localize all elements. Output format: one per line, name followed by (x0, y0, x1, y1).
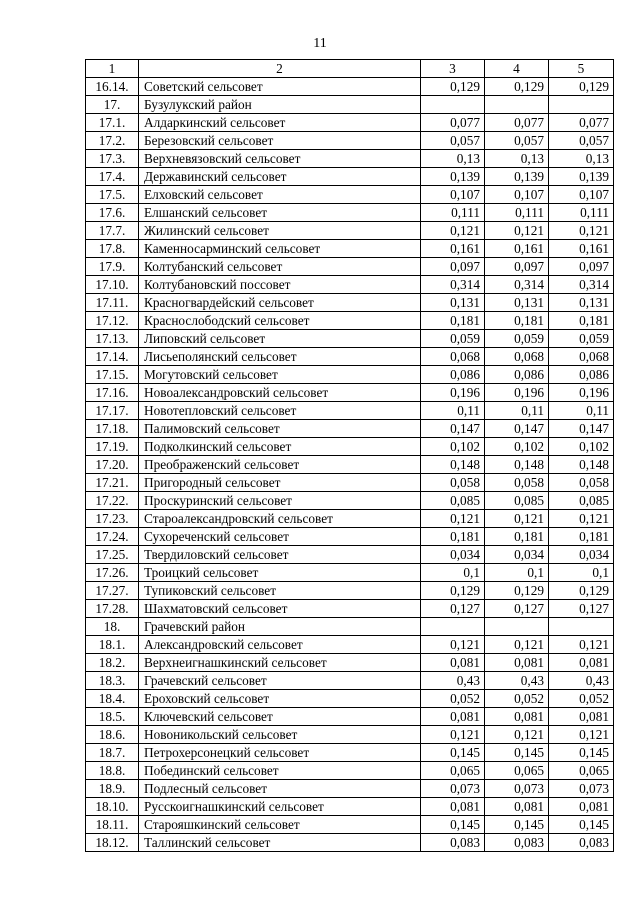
row-name: Побединский сельсовет (139, 762, 421, 780)
value-col-5 (549, 618, 614, 636)
row-name: Грачевский район (139, 618, 421, 636)
value-col-4: 0,13 (485, 150, 549, 168)
value-col-3: 0,181 (421, 312, 485, 330)
value-col-4: 0,161 (485, 240, 549, 258)
value-col-3: 0,11 (421, 402, 485, 420)
value-col-5: 0,034 (549, 546, 614, 564)
value-col-3: 0,097 (421, 258, 485, 276)
table-row (86, 654, 614, 672)
value-col-4: 0,086 (485, 366, 549, 384)
value-col-5: 0,11 (549, 402, 614, 420)
value-col-4: 0,145 (485, 816, 549, 834)
data-table (85, 59, 614, 852)
row-name: Русскоигнашкинский сельсовет (139, 798, 421, 816)
value-col-3: 0,081 (421, 654, 485, 672)
row-number: 17.21. (86, 474, 139, 492)
row-number: 18.7. (86, 744, 139, 762)
value-col-5: 0,068 (549, 348, 614, 366)
row-number: 18.2. (86, 654, 139, 672)
value-col-5: 0,181 (549, 312, 614, 330)
value-col-3: 0,083 (421, 834, 485, 852)
table-row (86, 708, 614, 726)
value-col-4: 0,147 (485, 420, 549, 438)
row-number: 17.16. (86, 384, 139, 402)
table-row (86, 348, 614, 366)
header-cell-4: 4 (485, 60, 549, 78)
value-col-4: 0,034 (485, 546, 549, 564)
value-col-3: 0,161 (421, 240, 485, 258)
row-number: 18.4. (86, 690, 139, 708)
value-col-3: 0,068 (421, 348, 485, 366)
row-name: Шахматовский сельсовет (139, 600, 421, 618)
table-row (86, 816, 614, 834)
value-col-5: 0,161 (549, 240, 614, 258)
row-number: 17.23. (86, 510, 139, 528)
row-name: Краснослободский сельсовет (139, 312, 421, 330)
row-name: Преображенский сельсовет (139, 456, 421, 474)
table-row (86, 186, 614, 204)
row-number: 17.5. (86, 186, 139, 204)
value-col-4: 0,059 (485, 330, 549, 348)
table-row (86, 618, 614, 636)
value-col-5: 0,139 (549, 168, 614, 186)
row-name: Лисьеполянский сельсовет (139, 348, 421, 366)
row-name: Грачевский сельсовет (139, 672, 421, 690)
row-number: 17.18. (86, 420, 139, 438)
table-row (86, 582, 614, 600)
value-col-3: 0,052 (421, 690, 485, 708)
value-col-4: 0,121 (485, 636, 549, 654)
table-row (86, 834, 614, 852)
row-number: 17. (86, 96, 139, 114)
value-col-5: 0,111 (549, 204, 614, 222)
table-row (86, 636, 614, 654)
value-col-3: 0,059 (421, 330, 485, 348)
row-name: Елховский сельсовет (139, 186, 421, 204)
value-col-4: 0,081 (485, 708, 549, 726)
value-col-5 (549, 96, 614, 114)
value-col-4: 0,073 (485, 780, 549, 798)
value-col-3: 0,139 (421, 168, 485, 186)
row-name: Подлесный сельсовет (139, 780, 421, 798)
table-row (86, 690, 614, 708)
value-col-4: 0,081 (485, 654, 549, 672)
value-col-5: 0,086 (549, 366, 614, 384)
row-number: 18.3. (86, 672, 139, 690)
table-row (86, 546, 614, 564)
value-col-5: 0,121 (549, 510, 614, 528)
value-col-4: 0,102 (485, 438, 549, 456)
value-col-4: 0,129 (485, 78, 549, 96)
value-col-3: 0,1 (421, 564, 485, 582)
row-number: 17.6. (86, 204, 139, 222)
row-number: 17.20. (86, 456, 139, 474)
row-number: 18. (86, 618, 139, 636)
value-col-3: 0,102 (421, 438, 485, 456)
header-cell-5: 5 (549, 60, 614, 78)
row-name: Елшанский сельсовет (139, 204, 421, 222)
header-row (86, 60, 614, 78)
value-col-5: 0,121 (549, 636, 614, 654)
value-col-5: 0,13 (549, 150, 614, 168)
row-name: Подколкинский сельсовет (139, 438, 421, 456)
row-name: Колтубанский сельсовет (139, 258, 421, 276)
table-row (86, 330, 614, 348)
value-col-4: 0,1 (485, 564, 549, 582)
table-row (86, 132, 614, 150)
value-col-5: 0,081 (549, 798, 614, 816)
value-col-3: 0,147 (421, 420, 485, 438)
value-col-3: 0,145 (421, 744, 485, 762)
row-name: Тупиковский сельсовет (139, 582, 421, 600)
value-col-3: 0,148 (421, 456, 485, 474)
row-number: 17.22. (86, 492, 139, 510)
header-cell-2: 2 (139, 60, 421, 78)
table-row (86, 276, 614, 294)
row-name: Ключевский сельсовет (139, 708, 421, 726)
row-name: Березовский сельсовет (139, 132, 421, 150)
value-col-3: 0,058 (421, 474, 485, 492)
row-number: 17.13. (86, 330, 139, 348)
row-name: Троицкий сельсовет (139, 564, 421, 582)
row-number: 18.12. (86, 834, 139, 852)
value-col-3: 0,121 (421, 636, 485, 654)
table-row (86, 402, 614, 420)
row-number: 18.1. (86, 636, 139, 654)
row-number: 17.28. (86, 600, 139, 618)
value-col-5: 0,077 (549, 114, 614, 132)
value-col-4: 0,111 (485, 204, 549, 222)
row-number: 17.7. (86, 222, 139, 240)
table-row (86, 240, 614, 258)
row-number: 17.17. (86, 402, 139, 420)
row-number: 17.25. (86, 546, 139, 564)
row-name: Жилинский сельсовет (139, 222, 421, 240)
value-col-4: 0,068 (485, 348, 549, 366)
row-number: 17.14. (86, 348, 139, 366)
table-row (86, 510, 614, 528)
value-col-4: 0,43 (485, 672, 549, 690)
value-col-3: 0,057 (421, 132, 485, 150)
table-row (86, 798, 614, 816)
table-row (86, 312, 614, 330)
row-number: 17.11. (86, 294, 139, 312)
value-col-5: 0,081 (549, 654, 614, 672)
table-row (86, 744, 614, 762)
table-row (86, 420, 614, 438)
table-row (86, 492, 614, 510)
row-number: 17.26. (86, 564, 139, 582)
value-col-4: 0,121 (485, 726, 549, 744)
row-number: 17.2. (86, 132, 139, 150)
value-col-4: 0,065 (485, 762, 549, 780)
value-col-4: 0,077 (485, 114, 549, 132)
row-number: 16.14. (86, 78, 139, 96)
table-row (86, 222, 614, 240)
value-col-4: 0,085 (485, 492, 549, 510)
table-row (86, 294, 614, 312)
row-name: Новоалександровский сельсовет (139, 384, 421, 402)
row-number: 17.4. (86, 168, 139, 186)
value-col-5: 0,097 (549, 258, 614, 276)
value-col-3: 0,107 (421, 186, 485, 204)
value-col-5: 0,102 (549, 438, 614, 456)
value-col-5: 0,43 (549, 672, 614, 690)
row-name: Советский сельсовет (139, 78, 421, 96)
value-col-4: 0,196 (485, 384, 549, 402)
row-name: Проскуринский сельсовет (139, 492, 421, 510)
row-name: Алдаркинский сельсовет (139, 114, 421, 132)
row-name: Таллинский сельсовет (139, 834, 421, 852)
row-number: 18.10. (86, 798, 139, 816)
value-col-4: 0,058 (485, 474, 549, 492)
value-col-3: 0,129 (421, 78, 485, 96)
row-number: 17.15. (86, 366, 139, 384)
row-number: 17.9. (86, 258, 139, 276)
value-col-5: 0,057 (549, 132, 614, 150)
value-col-4: 0,121 (485, 222, 549, 240)
row-number: 17.8. (86, 240, 139, 258)
value-col-5: 0,085 (549, 492, 614, 510)
value-col-4: 0,181 (485, 528, 549, 546)
table-row (86, 168, 614, 186)
value-col-5: 0,148 (549, 456, 614, 474)
row-name: Липовский сельсовет (139, 330, 421, 348)
table-row (86, 456, 614, 474)
table-row (86, 726, 614, 744)
value-col-3: 0,121 (421, 510, 485, 528)
value-col-5: 0,129 (549, 78, 614, 96)
value-col-3: 0,034 (421, 546, 485, 564)
row-number: 17.1. (86, 114, 139, 132)
table-row (86, 762, 614, 780)
value-col-3: 0,43 (421, 672, 485, 690)
value-col-3: 0,111 (421, 204, 485, 222)
row-number: 17.27. (86, 582, 139, 600)
table-row (86, 564, 614, 582)
value-col-4: 0,107 (485, 186, 549, 204)
value-col-4: 0,097 (485, 258, 549, 276)
table-row (86, 114, 614, 132)
row-number: 18.8. (86, 762, 139, 780)
row-name: Новотепловский сельсовет (139, 402, 421, 420)
value-col-5: 0,147 (549, 420, 614, 438)
value-col-5: 0,107 (549, 186, 614, 204)
table-row (86, 78, 614, 96)
value-col-5: 0,145 (549, 816, 614, 834)
row-name: Могутовский сельсовет (139, 366, 421, 384)
table-row (86, 150, 614, 168)
table-row (86, 366, 614, 384)
value-col-3: 0,181 (421, 528, 485, 546)
value-col-3: 0,086 (421, 366, 485, 384)
value-col-3: 0,131 (421, 294, 485, 312)
value-col-5: 0,145 (549, 744, 614, 762)
value-col-4: 0,139 (485, 168, 549, 186)
row-number: 18.5. (86, 708, 139, 726)
value-col-4: 0,11 (485, 402, 549, 420)
table-row (86, 438, 614, 456)
table-row (86, 600, 614, 618)
row-name: Державинский сельсовет (139, 168, 421, 186)
value-col-3: 0,196 (421, 384, 485, 402)
value-col-5: 0,083 (549, 834, 614, 852)
value-col-5: 0,065 (549, 762, 614, 780)
table-row (86, 258, 614, 276)
value-col-4: 0,081 (485, 798, 549, 816)
value-col-3: 0,145 (421, 816, 485, 834)
header-cell-1: 1 (86, 60, 139, 78)
row-name: Бузулукский район (139, 96, 421, 114)
row-name: Палимовский сельсовет (139, 420, 421, 438)
value-col-3: 0,081 (421, 708, 485, 726)
row-number: 17.19. (86, 438, 139, 456)
value-col-5: 0,314 (549, 276, 614, 294)
value-col-3: 0,13 (421, 150, 485, 168)
value-col-3: 0,081 (421, 798, 485, 816)
value-col-3: 0,085 (421, 492, 485, 510)
row-number: 17.3. (86, 150, 139, 168)
row-name: Твердиловский сельсовет (139, 546, 421, 564)
row-name: Сухоречeнский сельсовет (139, 528, 421, 546)
row-name: Колтубановский поссовет (139, 276, 421, 294)
value-col-3: 0,129 (421, 582, 485, 600)
header-cell-3: 3 (421, 60, 485, 78)
table-row (86, 474, 614, 492)
value-col-4: 0,181 (485, 312, 549, 330)
value-col-3: 0,065 (421, 762, 485, 780)
value-col-5: 0,052 (549, 690, 614, 708)
value-col-3: 0,314 (421, 276, 485, 294)
row-name: Староалександровский сельсовет (139, 510, 421, 528)
row-name: Старояшкинский сельсовет (139, 816, 421, 834)
table-row (86, 96, 614, 114)
row-name: Александровский сельсовет (139, 636, 421, 654)
row-name: Пригородный сельсовет (139, 474, 421, 492)
row-number: 17.10. (86, 276, 139, 294)
value-col-3: 0,127 (421, 600, 485, 618)
value-col-5: 0,127 (549, 600, 614, 618)
value-col-5: 0,131 (549, 294, 614, 312)
row-number: 18.9. (86, 780, 139, 798)
table-row (86, 780, 614, 798)
value-col-3 (421, 618, 485, 636)
row-number: 17.24. (86, 528, 139, 546)
value-col-4: 0,148 (485, 456, 549, 474)
value-col-5: 0,196 (549, 384, 614, 402)
value-col-4: 0,131 (485, 294, 549, 312)
row-number: 18.11. (86, 816, 139, 834)
row-name: Петрохерсонецкий сельсовет (139, 744, 421, 762)
row-name: Новоникольский сельсовет (139, 726, 421, 744)
value-col-5: 0,059 (549, 330, 614, 348)
value-col-5: 0,073 (549, 780, 614, 798)
row-name: Каменносарминский сельсовет (139, 240, 421, 258)
value-col-3: 0,077 (421, 114, 485, 132)
value-col-3: 0,121 (421, 222, 485, 240)
value-col-3: 0,073 (421, 780, 485, 798)
value-col-3: 0,121 (421, 726, 485, 744)
row-number: 18.6. (86, 726, 139, 744)
value-col-4: 0,057 (485, 132, 549, 150)
value-col-5: 0,121 (549, 726, 614, 744)
value-col-5: 0,129 (549, 582, 614, 600)
value-col-4: 0,052 (485, 690, 549, 708)
row-name: Красногвардейский сельсовет (139, 294, 421, 312)
value-col-3 (421, 96, 485, 114)
value-col-4: 0,314 (485, 276, 549, 294)
row-name: Верхнеигнашкинский сельсовет (139, 654, 421, 672)
table-row (86, 528, 614, 546)
value-col-5: 0,058 (549, 474, 614, 492)
row-number: 17.12. (86, 312, 139, 330)
value-col-4: 0,127 (485, 600, 549, 618)
value-col-4: 0,129 (485, 582, 549, 600)
value-col-4: 0,083 (485, 834, 549, 852)
value-col-5: 0,121 (549, 222, 614, 240)
table-row (86, 672, 614, 690)
value-col-5: 0,1 (549, 564, 614, 582)
value-col-5: 0,181 (549, 528, 614, 546)
value-col-4: 0,121 (485, 510, 549, 528)
value-col-4 (485, 618, 549, 636)
value-col-4 (485, 96, 549, 114)
value-col-5: 0,081 (549, 708, 614, 726)
table-row (86, 204, 614, 222)
value-col-4: 0,145 (485, 744, 549, 762)
row-name: Верхневязовский сельсовет (139, 150, 421, 168)
table-row (86, 384, 614, 402)
row-name: Ероховский сельсовет (139, 690, 421, 708)
page-number: 11 (313, 36, 327, 51)
